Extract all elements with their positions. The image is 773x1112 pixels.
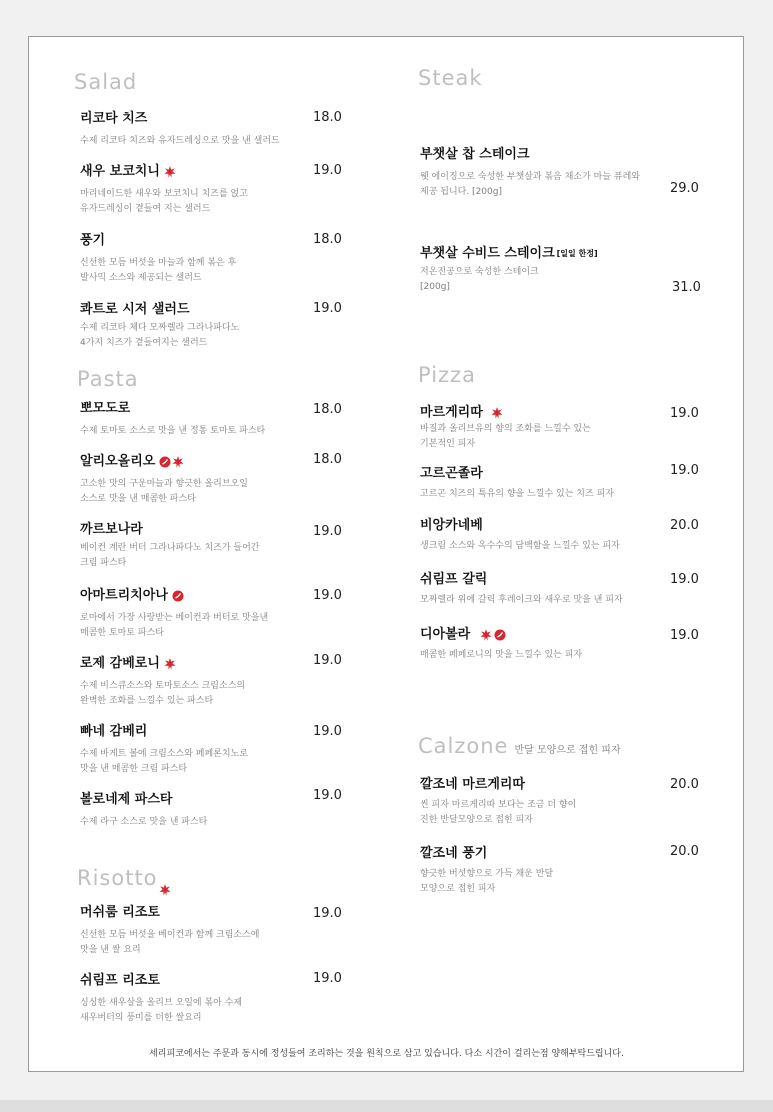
item-description: 수제 바게트 볼에 크림소스와 페페론치노로 맛을 낸 매콤한 크림 파스타 [80, 749, 248, 774]
star-burst-icon [480, 629, 492, 641]
item-price: 31.0 [672, 280, 701, 295]
section-title-pizza: Pizza [418, 363, 476, 387]
item-price: 19.0 [670, 628, 699, 643]
item-price: 20.0 [670, 777, 699, 792]
section-title-pasta: Pasta [77, 367, 139, 391]
item-description: 싱싱한 새우살을 올리브 오일에 볶아 수제 새우버터의 풍미를 더한 쌀요리 [80, 998, 243, 1023]
item-name: 까르보나라 [80, 522, 143, 537]
item-description: 향긋한 버섯향으로 가득 채운 반달 모양으로 접힌 피자 [420, 869, 554, 894]
item-name: 뽀모도로 [80, 401, 131, 416]
item-description: 신선한 모듬 버섯을 베이컨과 함께 크림소스에 맛을 낸 쌀 요리 [80, 930, 260, 955]
section-title-steak: Steak [418, 66, 483, 90]
item-description: 로마에서 가장 사랑받는 베이컨과 버터로 맛을낸 매콤한 토마토 파스타 [80, 613, 269, 638]
item-name: 부챗살 수비드 스테이크 [420, 246, 555, 261]
item-price: 19.0 [313, 163, 342, 178]
item-name: 마르게리따 [420, 405, 483, 420]
item-description: 저온진공으로 숙성한 스테이크 [200g] [420, 267, 539, 292]
item-name: 부챗살 찹 스테이크 [420, 147, 530, 162]
item-description: 생크림 소스와 옥수수의 담백함을 느낄수 있는 피자 [420, 541, 620, 551]
item-price: 29.0 [670, 181, 699, 196]
item-name: 쉬림프 리조토 [80, 973, 160, 988]
item-name: 빠네 감베리 [80, 724, 148, 739]
item-name: 볼로네제 파스타 [80, 792, 173, 807]
item-description: 신선한 모듬 버섯을 마늘과 함께 볶은 후 발사믹 소스와 제공되는 샐러드 [80, 258, 237, 283]
section-note: 반달 모양으로 접힌 피자 [514, 745, 621, 756]
pepper-icon [494, 629, 506, 641]
item-name: 아마트리치아나 [80, 588, 168, 603]
item-name: 로제 감베로니 [80, 656, 160, 671]
item-description: 베이컨 계란 버터 그라나파다노 치즈가 들어간 크림 파스타 [80, 543, 260, 568]
item-price: 19.0 [313, 906, 342, 921]
item-price: 20.0 [670, 518, 699, 533]
item-name: 머쉬룸 리조토 [80, 905, 160, 920]
star-burst-icon [159, 884, 171, 896]
section-title-salad: Salad [74, 70, 138, 94]
item-description: 수제 리코타 치즈와 유자드레싱으로 맛을 낸 샐러드 [80, 136, 280, 146]
item-price: 19.0 [313, 788, 342, 803]
footer-note: 세리피코에서는 주문과 동시에 정성들여 조리하는 것을 원칙으로 삼고 있습니다. 다소 시간이 걸리는점 양해부탁드립니다. [149, 1049, 624, 1059]
section-title-calzone: Calzone 반달 모양으로 접힌 피자 [418, 734, 621, 758]
item-name: 고르곤졸라 [420, 466, 483, 481]
item-name: 리코타 치즈 [80, 111, 148, 126]
item-price: 18.0 [313, 232, 342, 247]
section-title-risotto: Risotto [77, 866, 158, 890]
item-price: 19.0 [313, 588, 342, 603]
item-price: 19.0 [313, 524, 342, 539]
bottom-bar [0, 1100, 773, 1112]
pepper-icon [172, 590, 184, 602]
star-burst-icon [164, 166, 176, 178]
item-price: 19.0 [670, 463, 699, 478]
star-burst-icon [491, 407, 503, 419]
item-description: 매콤한 페페로니의 맛을 느낄수 있는 피자 [420, 650, 583, 660]
item-price: 19.0 [313, 724, 342, 739]
item-price: 19.0 [313, 971, 342, 986]
item-description: 모짜렐라 위에 갈릭 후레이크와 새우로 맛을 낸 피자 [420, 595, 623, 605]
item-price: 18.0 [313, 452, 342, 467]
item-description: 웻 에이징으로 숙성한 부챗살과 볶음 채소가 마늘 퓨레와 제공 됩니다. [200g] [420, 172, 640, 197]
item-name: 새우 보코치니 [80, 164, 160, 179]
item-description: 수제 토마토 소스로 맛을 낸 정통 토마토 파스타 [80, 426, 266, 436]
item-name-row [420, 245, 720, 263]
item-price: 19.0 [670, 572, 699, 587]
item-name: 깔조네 풍기 [420, 846, 488, 861]
item-description: 바질과 올리브유의 향의 조화를 느낄수 있는 기본적인 피자 [420, 424, 591, 449]
item-price: 18.0 [313, 110, 342, 125]
star-burst-icon [164, 658, 176, 670]
item-description: 수제 리코타 체다 모짜렐라 그라나파다노 4가지 치즈가 곁들여지는 샐러드 [80, 323, 240, 348]
item-description: 수제 비스큐소스와 토마토소스 크림소스의 완벽한 조화를 느낄수 있는 파스타 [80, 681, 246, 706]
item-name: 디아볼라 [420, 627, 471, 642]
item-price: 18.0 [313, 402, 342, 417]
item-price: 19.0 [313, 653, 342, 668]
item-price: 19.0 [313, 301, 342, 316]
item-name: 쉬림프 갈릭 [420, 572, 488, 587]
item-name: 콰트로 시저 샐러드 [80, 302, 190, 317]
pepper-icon [159, 456, 171, 468]
daily-limited-tag: [일일 한정] [556, 249, 598, 258]
item-description: 수제 라구 소스로 맛을 낸 파스타 [80, 817, 208, 827]
item-name: 알리오올리오 [80, 454, 156, 469]
item-price: 20.0 [670, 844, 699, 859]
item-description: 씬 피자 마르게리따 보다는 조금 더 향이 진한 반달모양으로 접힌 피자 [420, 800, 577, 825]
item-name: 비앙카네베 [420, 518, 483, 533]
item-description: 마리네이드한 새우와 보코치니 치즈를 얹고 유자드레싱이 곁들여 지는 샐러드 [80, 189, 248, 214]
item-description: 고소한 맛의 구운마늘과 향긋한 올리브오일 소스로 맛을 낸 매콤한 파스타 [80, 479, 248, 504]
item-price: 19.0 [670, 406, 699, 421]
star-burst-icon [172, 456, 184, 468]
item-name: 풍기 [80, 233, 106, 248]
item-name: 깔조네 마르게리따 [420, 777, 525, 792]
item-description: 고르곤 치즈의 특유의 향을 느낄수 있는 치즈 피자 [420, 489, 614, 499]
